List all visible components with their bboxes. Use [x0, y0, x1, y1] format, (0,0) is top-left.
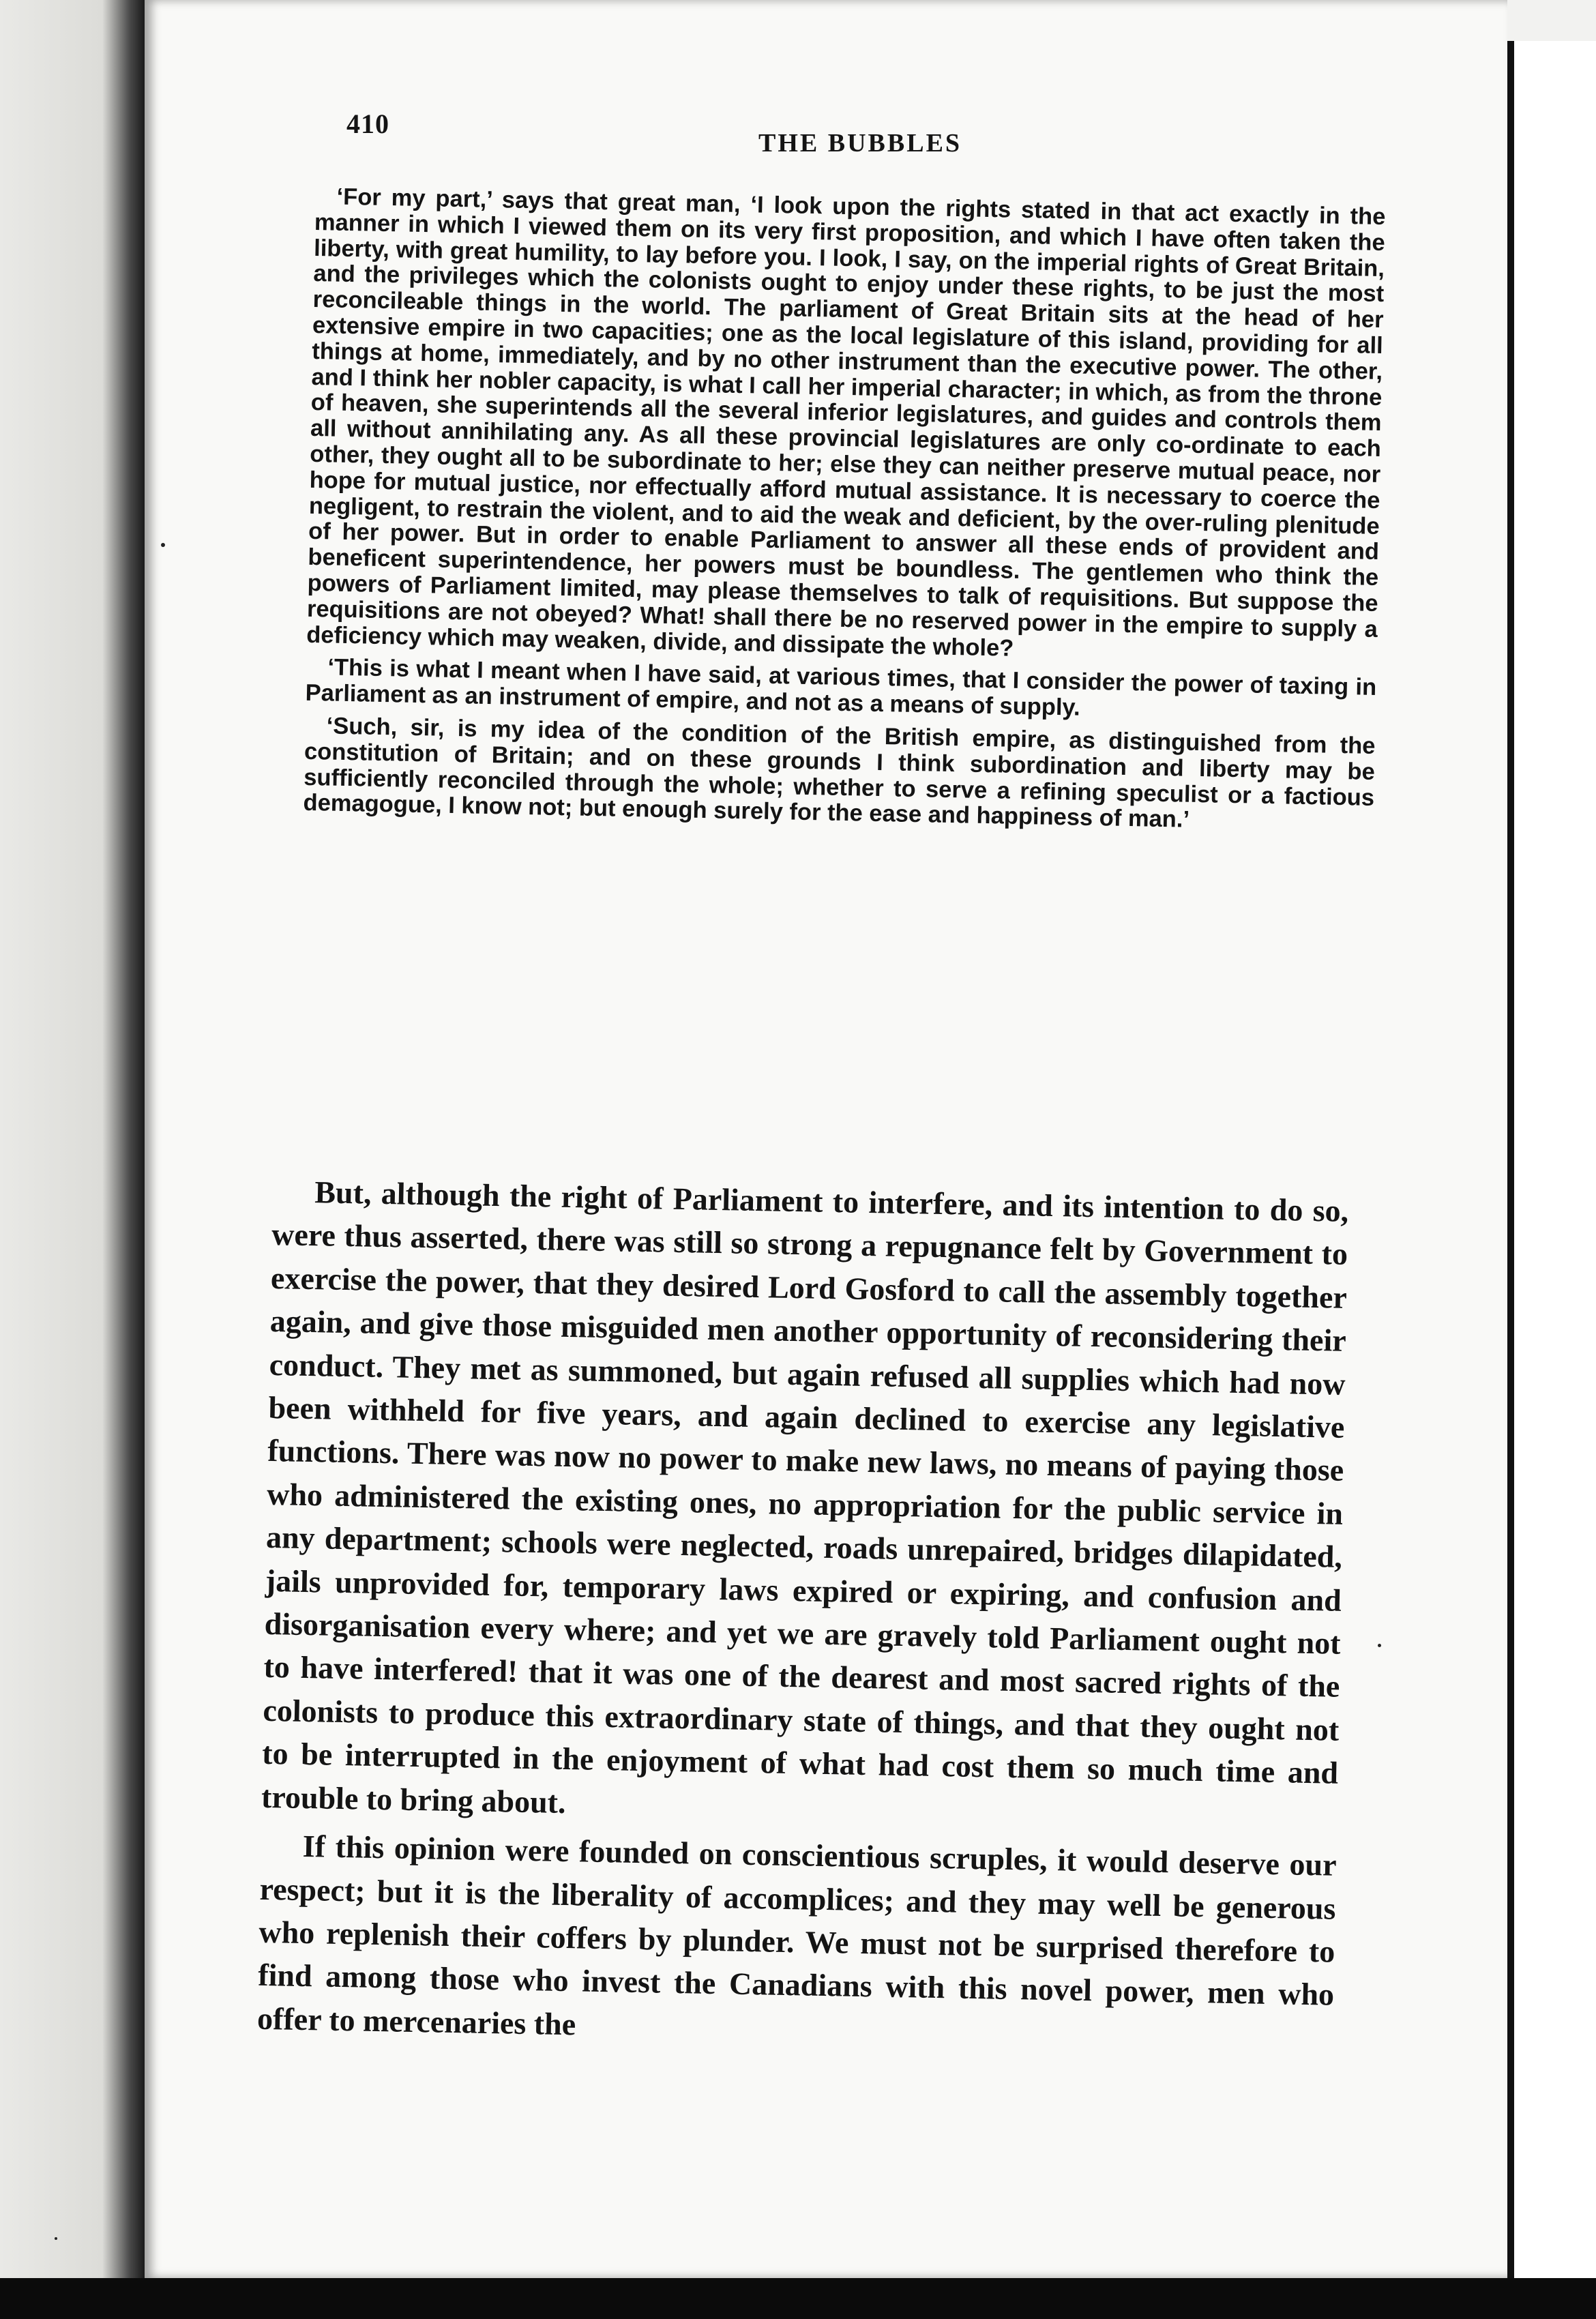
book-binding-gutter: [0, 0, 145, 2319]
scan-speck: [55, 2237, 57, 2240]
facing-page-edge: [1507, 41, 1514, 2278]
block-quotation: [303, 184, 1386, 844]
quote-paragraph: ‘Such, sir, is my idea of the condition of the British empire, as distinguished from the constitution of Britain; and on these grounds I think subordination and liberty may be sufficiently reconciled through the whole; whether to serve a refining speculist or a factious demagogue, I know not; but enough surely for the ease and happiness of man.’: [303, 713, 1376, 833]
body-paragraph: But, although the right of Parliament to interfere, and its intention to do so, were thus asserted, there was still so strong a repugnance felt by Government to exercise the power, that they desired Lord Gosford to call the assembly together again, and give those misguided men another opportunity of reconsidering their conduct. They met as summoned, but again refused all supplies which had now been withheld for five years, and again declined to exercise any legislative functions. There was now no power to make new laws, no means of paying those who administered the existing ones, no appropriation for the public service in any department; schools were neglected, roads unrepaired, bridges dilapidated, jails unprovided for, temporary laws expired or expiring, and confusion and disorganisation every where; and yet we are gravely told Parliament ought not to have interfered! that it was one of the dearest and most sacred rights of the colonists to produce this extraordinary state of things, and that they ought not to be interrupted in the enjoyment of what had cost them so much time and trouble to bring about.: [261, 1175, 1349, 1820]
quote-paragraph: ‘This is what I meant when I have said, at various times, that I consider the power of taxing in Parliament as an instrument of empire, and not as a means of supply.: [305, 654, 1377, 721]
body-paragraph: If this opinion were founded on conscientious scruples, it would deserve our respect; but it is the liberality of accomplices; and they may well be generous who replenish their coffers by plunder. We must not be surprised therefore to find among those who invest the Canadians with this novel power, men who offer to mercenaries the: [256, 1829, 1338, 2042]
scan-bottom-border: [0, 2278, 1596, 2319]
running-head: THE BUBBLES: [758, 129, 962, 158]
quote-paragraph: ‘For my part,’ says that great man, ‘I look upon the rights stated in that act exactly in the manner in which I viewed them on its very first proposition, and which I have often taken the liberty, with great humility, to lay before you. I look, I say, on the imperial rights of Great Britain, and the privileges which the colonists ought to enjoy under these rights, to be just the most reconcileable things in the world. The parliament of Great Britain sits at the head of her extensive empire in two capacities; one as the local legislature of this island, providing for all things at home, immediately, and by no other instrument than the executive power. The other, and I think her nobler capacity, is what I call her imperial character; in which, as from the throne of heaven, she superintends all the several inferior legislatures, and guides and controls them all without annihilating any. As all these provincial legislatures are only co-ordinate to each other, they ought all to be subordinate to her; else they can neither preserve mutual peace, nor hope for mutual justice, nor effectually afford mutual assistance. It is necessary to coerce the negligent, to restrain the violent, and to aid the weak and deficient, by the over-ruling plenitude of her power. But in order to enable Parliament to answer all these ends of provident and beneficent superintendence, her powers must be boundless. The gentlemen who think the powers of Parliament limited, may please themselves to talk of requisitions. But suppose the requisitions are not obeyed? What! shall there be no reserved power in the empire to supply a deficiency which may weaken, divide, and dissipate the whole?: [306, 183, 1386, 662]
scan-speck: [161, 543, 165, 547]
facing-page: [1514, 41, 1596, 2278]
main-text: [256, 1170, 1348, 2065]
scan-speck: [1378, 1644, 1381, 1647]
page-number: 410: [346, 108, 389, 139]
